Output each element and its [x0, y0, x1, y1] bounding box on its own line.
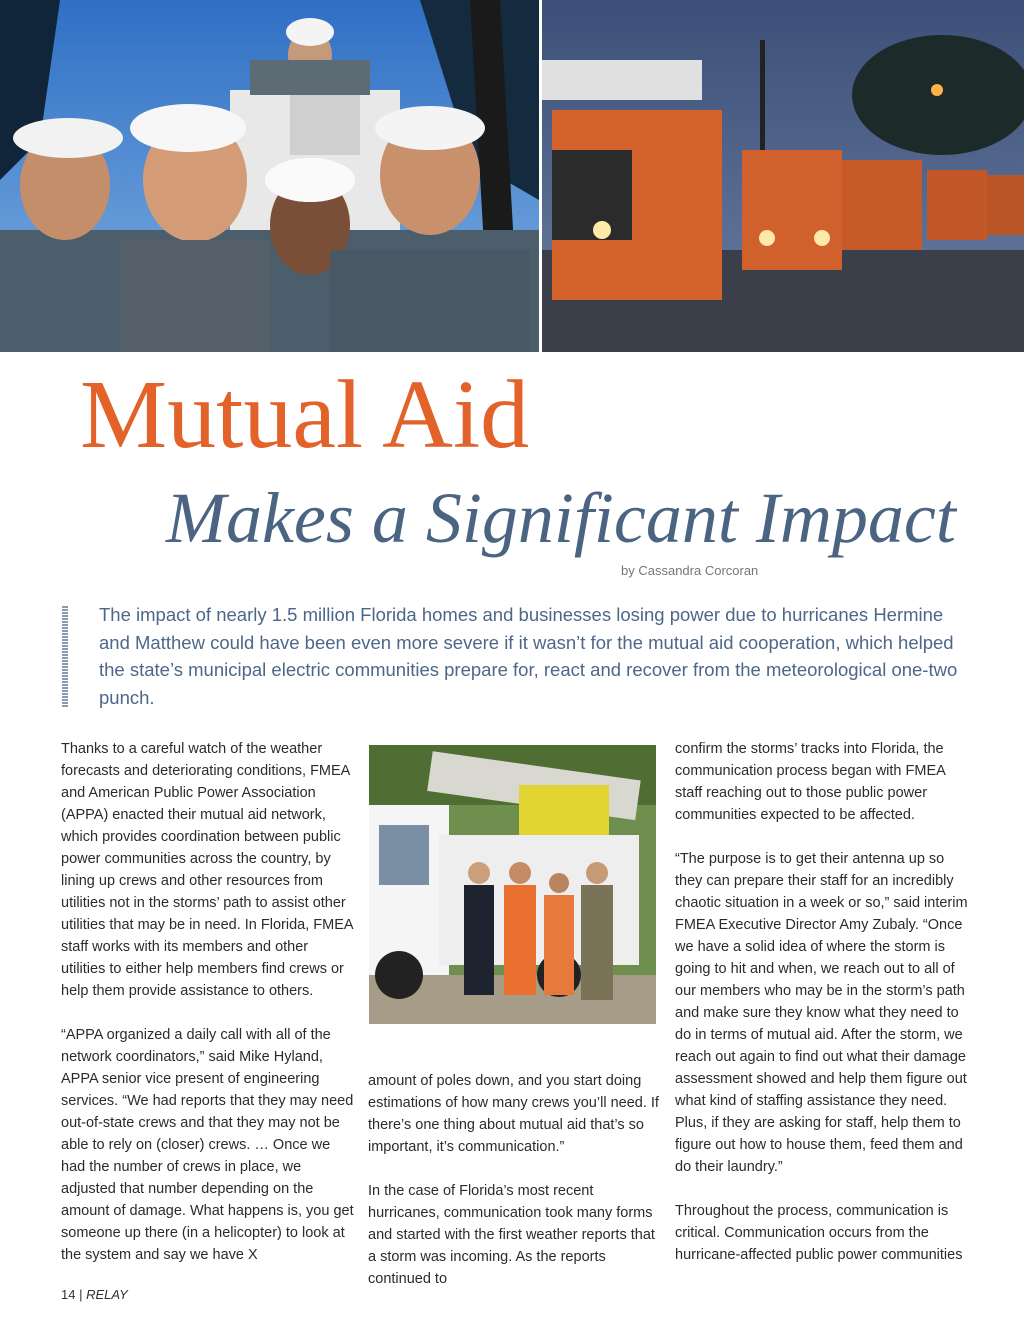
page-number: 14	[61, 1287, 76, 1302]
article-byline: by Cassandra Corcoran	[621, 563, 759, 578]
article-column-2	[368, 1070, 663, 1312]
body-paragraph: amount of poles down, and you start doing estimations of how many crews you’ll need. If there’s one thing about mutual aid that’s so important, it’s communication.”	[368, 1073, 659, 1155]
body-paragraph: “The purpose is to get their antenna up so they can prepare their staff for an incredibly chaotic situation in a week or so,” said interim FMEA Executive Director Amy Zubaly. “Once we have a solid idea of where the storm is going to hit and when, we reach out to all of our members who may be in the storm’s path and make sure they know what they need to do in terms of mutual aid. After the storm, we reach out again to find out what their damage assessment showed and help them figure out what kind of staffing assistance they need. Plus, if they are asking for staff, help them to figure out how to house them, feed them and do their laundry.”	[675, 851, 968, 1175]
body-paragraph: Throughout the process, communication is critical. Communication occurs from the hurricane-affected public power communities	[675, 1203, 963, 1263]
utility-trucks-photo	[542, 0, 1024, 352]
body-paragraph: confirm the storms’ tracks into Florida, the communication process began with FMEA staff reaching out to those public power communities expected to be affected.	[675, 741, 945, 823]
article-column-1	[61, 738, 356, 1288]
body-paragraph: In the case of Florida’s most recent hurricanes, communication took many forms and started with the first weather reports that a storm was incoming. As the reports continued to	[368, 1183, 655, 1287]
lineworkers-selfie-photo	[0, 0, 539, 352]
article-deck: The impact of nearly 1.5 million Florida homes and businesses losing power due to hurricanes Hermine and Matthew could have been even more severe if it wasn’t for the mutual aid cooperation, which helped the state’s municipal electric communities prepare for, react and recover from the meteorological one-two punch.	[99, 604, 958, 708]
body-paragraph: “APPA organized a daily call with all of the network coordinators,” said Mike Hyland, APPA senior vice present of engineering services. “We had reports that they may need out-of-state crews and that they may not be able to rely on (closer) crews. … Once we had the number of crews in place, we adjusted that number depending on the amount of damage. What happens is, you get someone up there (in a helicopter) to look at the system and say we have X	[61, 1027, 354, 1263]
article-column-3	[675, 738, 970, 1288]
deck-accent-bar	[62, 606, 68, 708]
article-subtitle: Makes a Significant Impact	[166, 478, 956, 558]
page-footer	[61, 1287, 128, 1302]
publication-name: RELAY	[86, 1287, 128, 1302]
article-title: Mutual Aid	[80, 361, 530, 469]
body-paragraph: Thanks to a careful watch of the weather forecasts and deteriorating conditions, FMEA and American Public Power Association (APPA) enacted their mutual aid network, which provides coordination between public power communities across the country, by lining up crews and other resources from utilities not in the storms’ path to assist other utilities that may be in need. In Florida, FMEA staff works with its members and other utilities to either help members find crews or help them provide assistance to others.	[61, 741, 353, 999]
crew-lineup-photo	[369, 745, 656, 1024]
footer-separator: |	[79, 1287, 83, 1302]
